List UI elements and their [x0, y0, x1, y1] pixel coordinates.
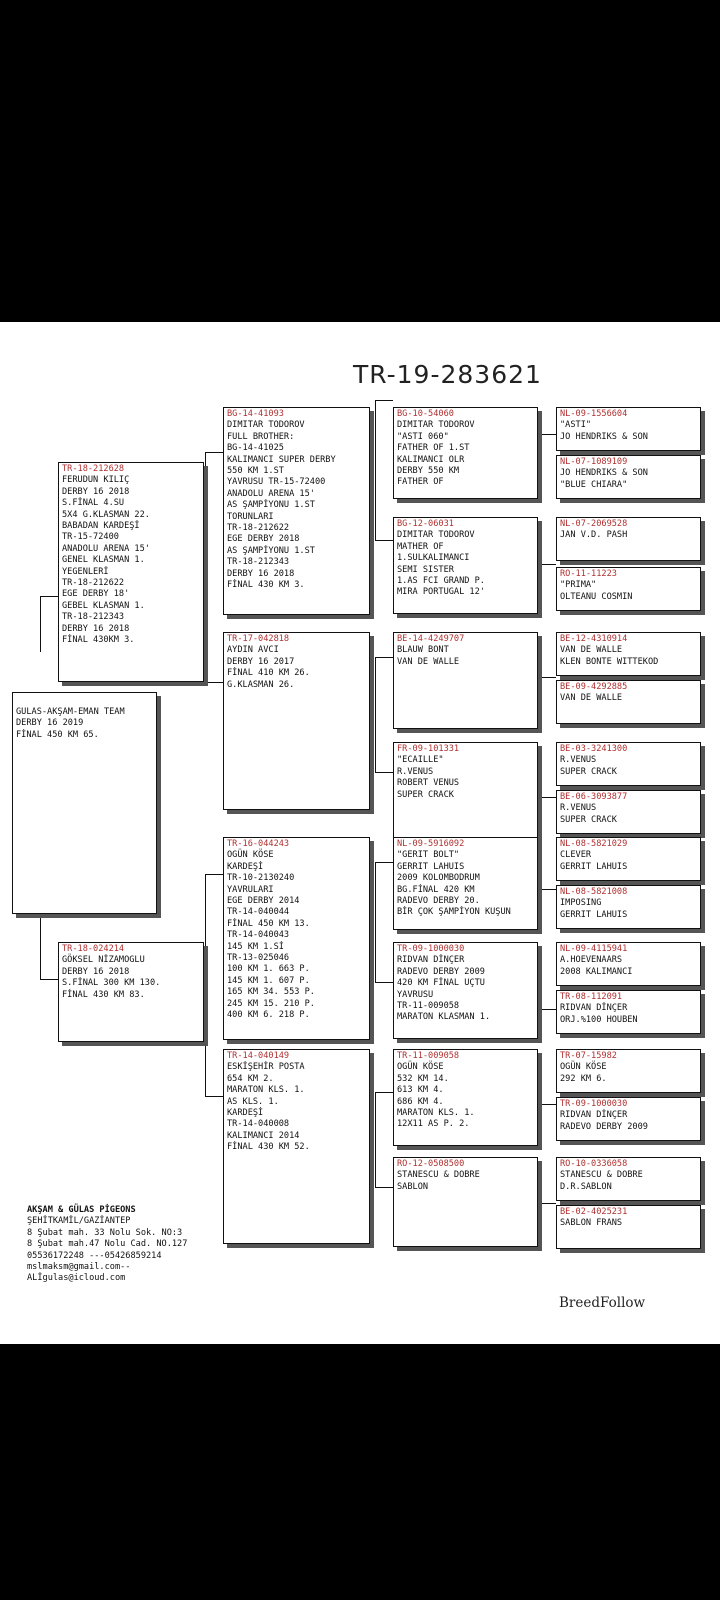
pigeon-line: AS ŞAMPİYONU 1.ST — [227, 545, 315, 556]
pigeon-line: R.VENUS — [560, 803, 597, 814]
pigeon-line: "ECAILLE" — [397, 755, 444, 766]
connector-line — [375, 862, 376, 982]
pigeon-line: SUPER CRACK — [397, 789, 454, 800]
pigeon-line: FİNAL 430 KM 83. — [62, 989, 145, 1000]
pigeon-line: TR-14-040008 — [227, 1119, 290, 1130]
ring-number: TR-18-212628 — [62, 464, 125, 474]
pigeon-line: GENEL KLASMAN 1. — [62, 555, 145, 566]
pigeon-line: YEGENLERİ — [62, 566, 109, 577]
breeder-email: ALİgulas@icloud.com — [27, 1273, 126, 1284]
pigeon-line: 613 KM 4. — [397, 1085, 444, 1096]
pigeon-line: DIMITAR TODOROV — [397, 530, 475, 541]
pigeon-line: FİNAL 430 KM 52. — [227, 1142, 310, 1153]
connector-line — [375, 1092, 393, 1093]
pigeon-line: 400 KM 6. 218 P. — [227, 1010, 310, 1021]
pigeon-line: OLTEANU COSMIN — [560, 591, 633, 602]
connector-line — [205, 682, 225, 683]
pigeon-line: FİNAL 410 KM 26. — [227, 668, 310, 679]
pigeon-line: 2008 KALIMANCI — [560, 966, 633, 977]
pigeon-line: D.R.SABLON — [560, 1181, 612, 1192]
connector-line — [540, 564, 556, 565]
connector-line — [540, 797, 556, 798]
ring-number: FR-09-101331 — [397, 744, 460, 754]
pigeon-line: EGE DERBY 18' — [62, 589, 130, 600]
pigeon-card-grandsire-paternal — [223, 407, 370, 615]
pigeon-card-great-grandparent — [393, 837, 538, 930]
pigeon-card-generation-4 — [556, 517, 701, 561]
ring-number: RO-10-0336058 — [560, 1159, 628, 1169]
pigeon-line: VAN DE WALLE — [560, 693, 623, 704]
pigeon-line: DERBY 16 2018 — [62, 966, 130, 977]
pigeon-line: MIRA PORTUGAL 12' — [397, 587, 485, 598]
pigeon-line: DIMITAR TODOROV — [227, 420, 305, 431]
ring-number: BE-06-3093877 — [560, 792, 628, 802]
pigeon-card-generation-4 — [556, 837, 701, 881]
pigeon-line: BABADAN KARDEŞİ — [62, 521, 140, 532]
pigeon-card-generation-4 — [556, 990, 701, 1034]
pigeon-line: 550 KM 1.ST — [227, 466, 284, 477]
connector-line — [375, 862, 393, 863]
pigeon-line: BLAUW BONT — [397, 645, 449, 656]
pigeon-line: S.FİNAL 4.SU — [62, 498, 125, 509]
connector-line — [40, 596, 41, 652]
connector-line — [205, 874, 206, 1096]
pigeon-line: KLEN BONTE WITTEKOD — [560, 656, 659, 667]
ring-number: TR-08-112091 — [560, 992, 623, 1002]
pigeon-line: YAVRUSU — [397, 989, 434, 1000]
pigeon-line: DIMITAR TODOROV — [397, 420, 475, 431]
pigeon-line: 145 KM 1. 607 P. — [227, 975, 310, 986]
ring-number: NL-09-1556604 — [560, 409, 628, 419]
pigeon-line: G.KLASMAN 26. — [227, 679, 295, 690]
connector-line — [540, 1203, 556, 1204]
pigeon-card-great-grandparent — [393, 742, 538, 839]
pigeon-line: A.HOEVENAARS — [560, 955, 623, 966]
connector-line — [375, 540, 393, 541]
pigeon-line: TR-15-72400 — [62, 532, 119, 543]
pigeon-line: MARATON KLS. 1. — [227, 1085, 305, 1096]
pigeon-line: DERBY 550 KM — [397, 466, 460, 477]
pigeon-line: BG-14-41025 — [227, 443, 284, 454]
pigeon-line: FATHER OF — [397, 477, 444, 488]
pigeon-line: VAN DE WALLE — [397, 656, 460, 667]
pigeon-line: 420 KM FİNAL UÇTU — [397, 978, 485, 989]
pigeon-card-great-grandparent — [393, 632, 538, 729]
pigeon-line: GÖKSEL NİZAMOGLU — [62, 955, 145, 966]
pigeon-line: STANESCU & DOBRE — [560, 1170, 643, 1181]
pigeon-line: RADEVO DERBY 2009 — [397, 966, 485, 977]
pigeon-line: TR-13-025046 — [227, 953, 290, 964]
pigeon-line: 165 KM 34. 553 P. — [227, 987, 315, 998]
pigeon-line: "PRIMA" — [560, 580, 597, 591]
ring-number: BE-14-4249707 — [397, 634, 465, 644]
pigeon-card-generation-4 — [556, 455, 701, 499]
connector-line — [40, 915, 41, 979]
pigeon-card-granddam-paternal — [223, 632, 370, 810]
pigeon-line: TR-18-212343 — [62, 612, 125, 623]
pigeon-line: DERBY 16 2018 — [62, 623, 130, 634]
pigeon-line: 532 KM 14. — [397, 1073, 449, 1084]
pigeon-line: FİNAL 430 KM 3. — [227, 580, 305, 591]
pigeon-line: FULL BROTHER: — [227, 431, 295, 442]
pigeon-line: RIDVAN DİNÇER — [560, 1003, 628, 1014]
pigeon-line: FİNAL 450 KM 65. — [16, 729, 99, 740]
ring-number: BE-02-4025231 — [560, 1207, 628, 1217]
pigeon-line: YAVRUSU TR-15-72400 — [227, 477, 326, 488]
pigeon-line: TR-14-040044 — [227, 907, 290, 918]
breeder-email: mslmaksm@gmail.com-- — [27, 1262, 131, 1273]
connector-line — [40, 596, 60, 597]
ring-number: TR-09-1000030 — [560, 1099, 628, 1109]
ring-number: NL-08-5821029 — [560, 839, 628, 849]
pigeon-line: OGÜN KÖSE — [227, 850, 274, 861]
pigeon-card-generation-4 — [556, 790, 701, 834]
pigeon-line: "ASTI 060" — [397, 431, 449, 442]
pigeon-line: GEBEL KLASMAN 1. — [62, 600, 145, 611]
pigeon-card-dam — [58, 942, 204, 1042]
ring-number: BG-10-54060 — [397, 409, 454, 419]
pedigree-sheet — [0, 322, 720, 1344]
pigeon-line: AS ŞAMPİYONU 1.ST — [227, 500, 315, 511]
ring-number: TR-09-1000030 — [397, 944, 465, 954]
ring-number: BE-03-3241300 — [560, 744, 628, 754]
ring-number: TR-07-15982 — [560, 1051, 617, 1061]
pigeon-line: SUPER CRACK — [560, 766, 617, 777]
connector-line — [540, 1104, 556, 1105]
breeder-address: 8 Şubat mah.47 Nolu Cad. NO.127 — [27, 1239, 188, 1250]
breeder-name: AKŞAM & GÜLAS PİGEONS — [27, 1205, 136, 1215]
ring-number: RO-12-0508500 — [397, 1159, 465, 1169]
pigeon-card-generation-4 — [556, 1097, 701, 1141]
pigeon-line: ANADOLU ARENA 15' — [227, 488, 315, 499]
pigeon-line: "GERIT BOLT" — [397, 850, 460, 861]
pigeon-line: KARDEŞİ — [227, 861, 264, 872]
pigeon-line: 654 KM 2. — [227, 1073, 274, 1084]
pigeon-line: SUPER CRACK — [560, 814, 617, 825]
ring-number: TR-11-009058 — [397, 1051, 460, 1061]
ring-number: RO-11-11223 — [560, 569, 617, 579]
pigeon-line: DERBY 16 2018 — [62, 486, 130, 497]
pigeon-line: TR-18-212622 — [227, 523, 290, 534]
pigeon-line: SEMI SISTER — [397, 564, 454, 575]
pigeon-line: 145 KM 1.Sİ — [227, 941, 284, 952]
pigeon-line: DERBY 16 2018 — [227, 568, 295, 579]
pigeon-card-generation-4 — [556, 885, 701, 929]
pigeon-card-great-grandparent — [393, 517, 538, 614]
pigeon-line: RADEVO DERBY 2009 — [560, 1121, 648, 1132]
pigeon-line: YAVRULARI — [227, 884, 274, 895]
pigeon-line: VAN DE WALLE — [560, 645, 623, 656]
ring-number: TR-14-040149 — [227, 1051, 290, 1061]
pigeon-card-generation-4 — [556, 942, 701, 986]
pigeon-line: KALIMANCI 2014 — [227, 1130, 300, 1141]
pigeon-card-sire — [58, 462, 204, 682]
ring-number: BG-12-06031 — [397, 519, 454, 529]
connector-line — [375, 657, 393, 658]
pigeon-line: BG.FİNAL 420 KM — [397, 884, 475, 895]
pigeon-line: "ASTI" — [560, 420, 592, 431]
ring-number: NL-07-2069528 — [560, 519, 628, 529]
pigeon-line: OGÜN KÖSE — [397, 1062, 444, 1073]
pigeon-line: SABLON FRANS — [560, 1218, 623, 1229]
pigeon-line: TORUNLARI — [227, 511, 274, 522]
pigeon-card-great-grandparent — [393, 1049, 538, 1146]
pigeon-line: "BLUE CHIARA" — [560, 479, 628, 490]
pigeon-card-generation-4 — [556, 680, 701, 724]
pigeon-line: GERRIT LAHUIS — [560, 909, 628, 920]
pigeon-line: 292 KM 6. — [560, 1073, 607, 1084]
pigeon-line: TR-10-2130240 — [227, 873, 295, 884]
pigeon-line: SABLON — [397, 1181, 429, 1192]
pigeon-line: OGÜN KÖSE — [560, 1062, 607, 1073]
pigeon-line: AYDIN AVCI — [227, 645, 279, 656]
pigeon-line: R.VENUS — [560, 755, 597, 766]
pigeon-line: RIDVAN DİNÇER — [560, 1110, 628, 1121]
pigeon-card-great-grandparent — [393, 407, 538, 499]
ring-number: TR-18-024214 — [62, 944, 125, 954]
pigeon-line: R.VENUS — [397, 766, 434, 777]
pigeon-line: KALIMANCI SUPER DERBY — [227, 454, 336, 465]
pigeon-line: 1.SULKALIMANCI — [397, 553, 470, 564]
breeder-address: 8 Şubat mah. 33 Nolu Sok. NO:3 — [27, 1227, 183, 1238]
connector-line — [375, 982, 393, 983]
connector-line — [540, 1009, 556, 1010]
pigeon-line: RIDVAN DİNÇER — [397, 955, 465, 966]
pigeon-line: EGE DERBY 2018 — [227, 534, 300, 545]
pigeon-line: IMPOSING — [560, 898, 602, 909]
ring-number: TR-17-042818 — [227, 634, 290, 644]
pigeon-line: KALIMANCI OLR — [397, 454, 465, 465]
pigeon-line: FATHER OF 1.ST — [397, 443, 470, 454]
pigeon-line: MARATON KLS. 1. — [397, 1108, 475, 1119]
ring-number: BE-09-4292885 — [560, 682, 628, 692]
pigeon-line: TR-11-009058 — [397, 1001, 460, 1012]
pigeon-line: DERBY 16 2017 — [227, 656, 295, 667]
pigeon-card-generation-4 — [556, 1157, 701, 1201]
pigeon-line: TR-14-040043 — [227, 930, 290, 941]
ring-number: NL-08-5821008 — [560, 887, 628, 897]
ring-number: NL-09-4115941 — [560, 944, 628, 954]
pedigree-title: TR-19-283621 — [353, 360, 542, 389]
pigeon-card-subject — [12, 692, 157, 914]
pigeon-card-great-grandparent — [393, 1157, 538, 1247]
pigeon-line: FİNAL 450 KM 13. — [227, 918, 310, 929]
ring-number: BG-14-41093 — [227, 409, 284, 419]
connector-line — [375, 657, 376, 772]
connector-line — [205, 874, 225, 875]
pigeon-line: FİNAL 430KM 3. — [62, 635, 135, 646]
pigeon-line: FERUDUN KILIÇ — [62, 475, 130, 486]
pigeon-line: 686 KM 4. — [397, 1096, 444, 1107]
ring-number: BE-12-4310914 — [560, 634, 628, 644]
connector-line — [375, 400, 376, 540]
connector-line — [540, 434, 556, 435]
pigeon-line: TR-18-212622 — [62, 578, 125, 589]
breeder-phone: 05536172248 ---05426859214 — [27, 1250, 162, 1261]
pigeon-line: CLEVER — [560, 850, 592, 861]
pigeon-line: DERBY 16 2019 — [16, 718, 84, 729]
connector-line — [375, 1092, 376, 1187]
pigeon-line: EGE DERBY 2014 — [227, 896, 300, 907]
pigeon-line: 2009 KOLOMBODRUM — [397, 873, 480, 884]
pigeon-line: BİR ÇOK ŞAMPİYON KUŞUN — [397, 907, 511, 918]
pigeon-line: MATHER OF — [397, 541, 444, 552]
pigeon-card-generation-4 — [556, 632, 701, 676]
connector-line — [205, 452, 225, 453]
connector-line — [375, 400, 393, 401]
pigeon-card-generation-4 — [556, 742, 701, 786]
connector-line — [205, 452, 206, 682]
pigeon-card-great-grandparent — [393, 942, 538, 1039]
pigeon-line: TR-18-212343 — [227, 557, 290, 568]
pigeon-line: RADEVO DERBY 20. — [397, 896, 480, 907]
connector-line — [205, 1096, 225, 1097]
ring-number: NL-07-1089109 — [560, 457, 628, 467]
connector-line — [375, 772, 393, 773]
pigeon-card-generation-4 — [556, 1205, 701, 1249]
pigeon-line: 12X11 AS P. 2. — [397, 1119, 470, 1130]
ring-number: TR-16-044243 — [227, 839, 290, 849]
ring-number: NL-09-5916092 — [397, 839, 465, 849]
pigeon-line: JO HENDRIKS & SON — [560, 468, 648, 479]
pigeon-line: GERRIT LAHUIS — [560, 861, 628, 872]
pigeon-line: ANADOLU ARENA 15' — [62, 543, 150, 554]
connector-line — [40, 979, 60, 980]
breeder-location: ŞEHİTKAMİL/GAZİANTEP — [27, 1216, 131, 1227]
pigeon-line: ORJ.%100 HOUBEN — [560, 1014, 638, 1025]
pigeon-card-granddam-maternal — [223, 1049, 370, 1244]
pigeon-line: ESKİŞEHİR POSTA — [227, 1062, 305, 1073]
pigeon-line: GERRIT LAHUIS — [397, 861, 465, 872]
pigeon-line: STANESCU & DOBRE — [397, 1170, 480, 1181]
pigeon-line: JO HENDRIKS & SON — [560, 431, 648, 442]
pigeon-line: 100 KM 1. 663 P. — [227, 964, 310, 975]
pigeon-line: KARDEŞİ — [227, 1108, 264, 1119]
pigeon-line: 1.AS FCI GRAND P. — [397, 576, 485, 587]
pigeon-line: GULAS-AKŞAM-EMAN TEAM — [16, 707, 125, 717]
pigeon-card-generation-4 — [556, 407, 701, 451]
connector-line — [375, 1187, 393, 1188]
pigeon-line: 5X4 G.KLASMAN 22. — [62, 509, 150, 520]
pigeon-line: ROBERT VENUS — [397, 778, 460, 789]
pigeon-line: MARATON KLASMAN 1. — [397, 1012, 491, 1023]
pigeon-card-generation-4 — [556, 1049, 701, 1093]
pigeon-line: AS KLS. 1. — [227, 1096, 279, 1107]
pigeon-line: JAN V.D. PASH — [560, 530, 628, 541]
pigeon-line: S.FİNAL 300 KM 130. — [62, 978, 161, 989]
brand-logo-text: BreedFollow — [559, 1295, 646, 1311]
connector-line — [540, 677, 556, 678]
pigeon-card-generation-4 — [556, 567, 701, 611]
pigeon-line: 245 KM 15. 210 P. — [227, 998, 315, 1009]
breeder-contact — [27, 1205, 187, 1285]
connector-line — [540, 889, 556, 890]
pigeon-card-grandsire-maternal — [223, 837, 370, 1040]
